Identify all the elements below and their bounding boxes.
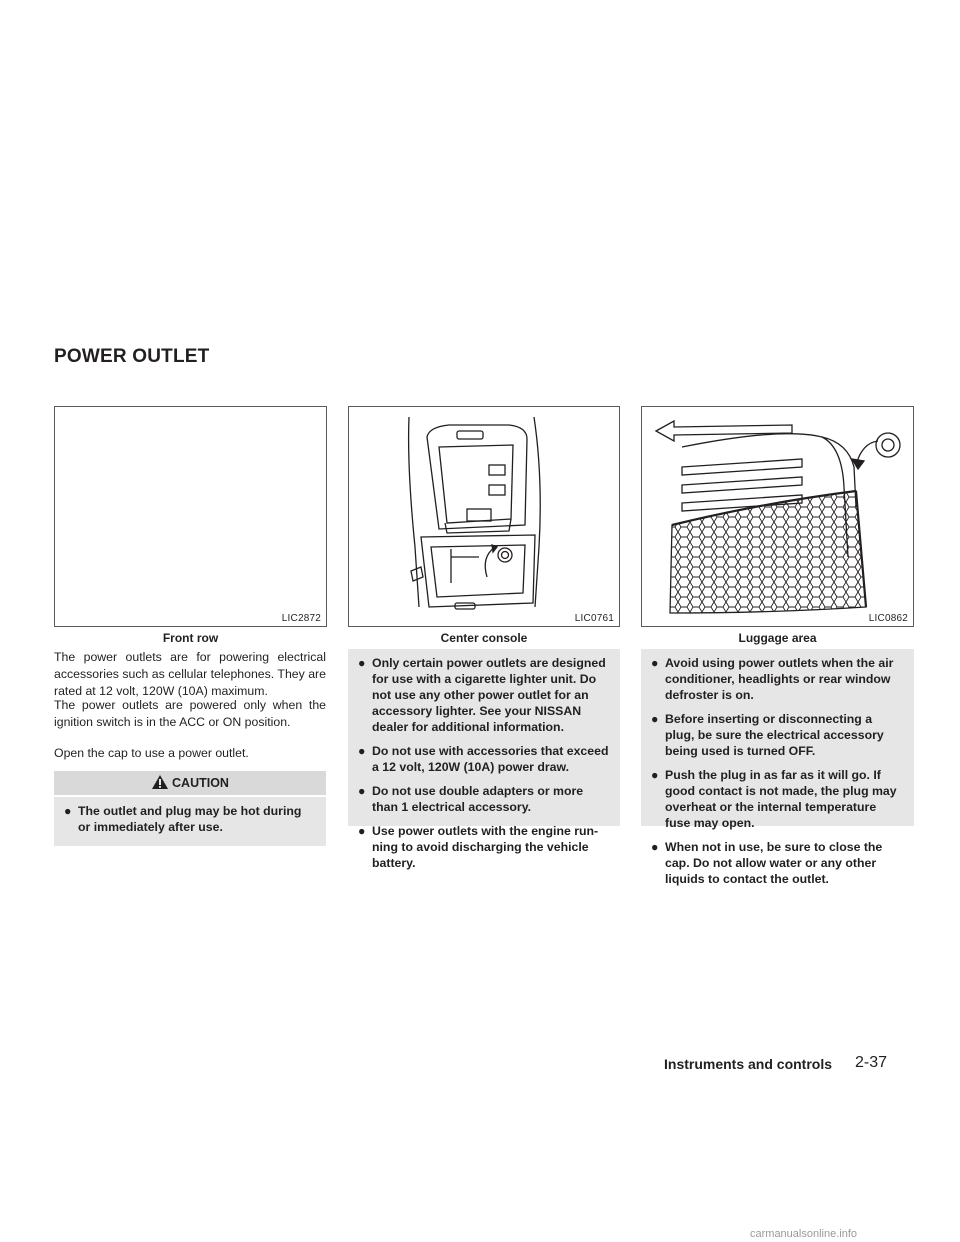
figure-caption: Front row xyxy=(162,631,219,645)
figure-caption: Center console xyxy=(440,631,528,645)
bullet-icon: ● xyxy=(651,712,659,726)
figure-code: LIC2872 xyxy=(281,613,321,624)
caution-item: ● Before inserting or disconnecting a plug, be sure the electrical accessory being used is turned OFF. xyxy=(651,712,884,758)
caution-item: ● Do not use double adapters or more than 1 electrical accessory. xyxy=(358,784,584,814)
luggage-area-illustration xyxy=(642,407,915,628)
warning-triangle-icon xyxy=(151,774,169,798)
caution-item: ● Avoid using power outlets when the air conditioner, headlights or rear window defroster is on. xyxy=(651,656,894,702)
bullet-icon: ● xyxy=(64,804,72,818)
caution-list-col1 xyxy=(54,797,326,846)
figure-front-row xyxy=(54,406,327,627)
intro-paragraph: The power outlets are for powering electrical accessories such as cellular telephones. They are rated at 12 volt, 120W (10A) maximum. xyxy=(54,650,326,698)
bullet-icon: ● xyxy=(358,656,366,670)
caution-header xyxy=(54,771,326,795)
bullet-icon: ● xyxy=(651,656,659,670)
caution-item: ● Only certain power outlets are designed for use with a cigarette lighter unit. Do not use any other power outlet for an accessory lighter. See your NISSAN dealer for additional information. xyxy=(358,656,606,734)
caution-item: ● When not in use, be sure to close the cap. Do not allow water or any other liquids to contact the outlet. xyxy=(651,840,883,886)
page-number: 2-37 xyxy=(855,1054,888,1071)
bullet-icon: ● xyxy=(651,840,659,854)
figure-caption: Luggage area xyxy=(738,631,817,645)
bullet-icon: ● xyxy=(358,744,366,758)
figure-code: LIC0761 xyxy=(574,613,614,624)
footer-chapter: Instruments and controls xyxy=(664,1056,833,1072)
caution-label: CAUTION xyxy=(172,776,229,790)
caution-item: ● The outlet and plug may be hot during or immediately after use. xyxy=(64,804,302,834)
section-title: POWER OUTLET xyxy=(54,346,210,367)
figure-luggage-area xyxy=(641,406,914,627)
bullet-icon: ● xyxy=(651,768,659,782)
caution-item: ● Do not use with accessories that exceed a 12 volt, 120W (10A) power draw. xyxy=(358,744,609,774)
center-console-illustration xyxy=(349,407,621,628)
figure-code: LIC0862 xyxy=(868,613,908,624)
figure-center-console xyxy=(348,406,620,627)
bullet-icon: ● xyxy=(358,824,366,838)
bullet-icon: ● xyxy=(358,784,366,798)
intro-paragraph: Open the cap to use a power outlet. xyxy=(54,746,249,760)
caution-item: ● Use power outlets with the engine run-ning to avoid discharging the vehicle battery. xyxy=(358,824,599,870)
intro-paragraph: The power outlets are powered only when the ignition switch is in the ACC or ON position. xyxy=(54,698,326,729)
watermark: carmanualsonline.info xyxy=(750,1228,858,1240)
caution-list-col3 xyxy=(641,649,914,886)
caution-list-col2 xyxy=(348,649,620,870)
caution-item: ● Push the plug in as far as it will go. If good contact is not made, the plug may overheat or the internal temperature fuse may open. xyxy=(651,768,897,830)
